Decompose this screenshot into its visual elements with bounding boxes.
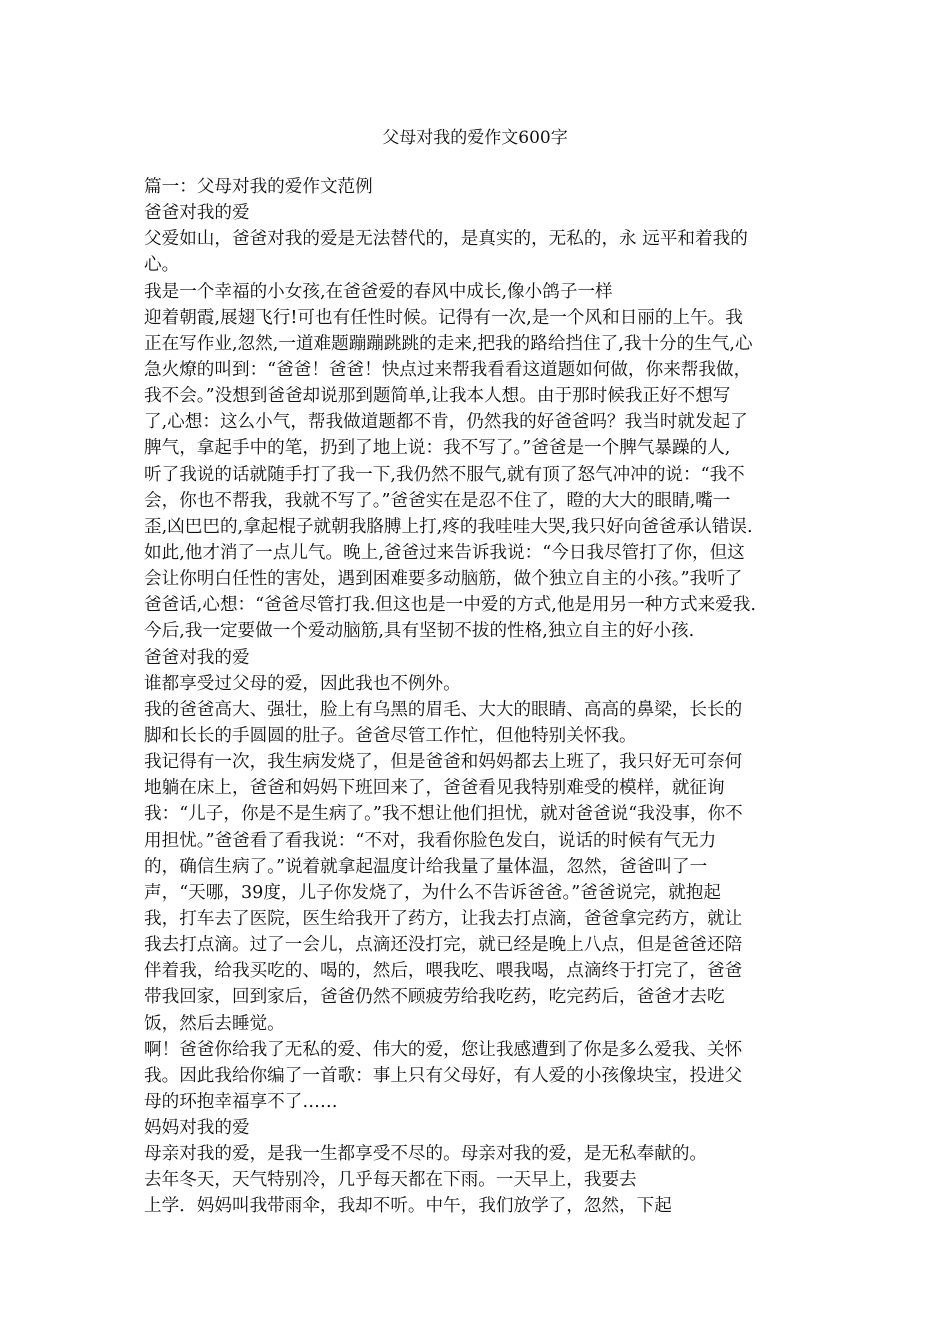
text-line: 会，你也不帮我，我就不写了。”爸爸实在是忍不住了，瞪的大大的眼睛,嘴一 <box>144 490 731 511</box>
text-line: 我：“儿子，你是不是生病了。”我不想让他们担忧，就对爸爸说“我没事，你不 <box>144 804 743 825</box>
text-line: 我记得有一次，我生病发烧了，但是爸爸和妈妈都去上班了，我只好无可奈何 <box>144 752 743 773</box>
text-line: 妈妈对我的爱 <box>144 1118 250 1139</box>
text-line: 今后,我一定要做一个爱动脑筋,具有坚韧不拔的性格,独立自主的好小孩. <box>144 621 695 642</box>
text-line: 听了我说的话就随手打了我一下,我仍然不服气,就有顶了怒气冲冲的说：“我不 <box>144 464 745 485</box>
text-line: 了,心想：这么小气，帮我做道题都不肯，仍然我的好爸爸吗？我当时就发起了 <box>144 412 748 433</box>
text-line: 地躺在床上，爸爸和妈妈下班回来了，爸爸看见我特别难受的模样，就征询 <box>144 778 725 799</box>
text-line: 我的爸爸高大、强壮，脸上有乌黑的眉毛、大大的眼睛、高高的鼻梁，长长的 <box>144 699 743 720</box>
text-line: 迎着朝霞,展翅飞行!可也有任性时候。记得有一次,是一个风和日丽的上午。我 <box>144 307 743 328</box>
text-line: 心。 <box>144 255 180 276</box>
text-line: 的，确信生病了。”说着就拿起温度计给我量了量体温，忽然，爸爸叫了一 <box>144 856 708 877</box>
text-line: 母的环抱幸福享不了…… <box>144 1091 338 1112</box>
text-line: 正在写作业,忽然,一道难题蹦蹦跳跳的走来,把我的路给挡住了,我十分的生气,心 <box>144 333 753 354</box>
text-line: 急火燎的叫到：“爸爸！爸爸！快点过来帮我看看这道题如何做，你来帮我做， <box>144 359 752 380</box>
text-line: 爸爸对我的爱 <box>144 203 250 224</box>
text-line: 会让你明白任性的害处，遇到困难要多动脑筋，做个独立自主的小孩。”我听了 <box>144 569 743 590</box>
text-line: 我不会。”没想到爸爸却说那到题简单,让我本人想。由于那时候我正好不想写 <box>144 386 731 407</box>
document-body <box>144 174 814 1220</box>
text-line: 饭，然后去睡觉。 <box>144 1013 285 1034</box>
text-line: 去年冬天，天气特别冷，几乎每天都在下雨。一天早上，我要去 <box>144 1170 637 1191</box>
text-line: 父爱如山，爸爸对我的爱是无法替代的，是真实的，无私的，永 远平和着我的 <box>144 229 748 250</box>
text-line: 声，“天哪，39度，儿子你发烧了，为什么不告诉爸爸。”爸爸说完，就抱起 <box>144 882 721 903</box>
text-line: 带我回家，回到家后，爸爸仍然不顾疲劳给我吃药，吃完药后，爸爸才去吃 <box>144 987 725 1008</box>
document-title: 父母对我的爱作文600字 <box>382 128 568 148</box>
text-line: 篇一：父母对我的爱作文范例 <box>144 177 373 197</box>
text-line: 爸爸话,心想：“爸爸尽管打我.但这也是一中爱的方式,他是用另一种方式来爱我. <box>144 595 756 616</box>
text-line: 脾气，拿起手中的笔，扔到了地上说：我不写了。”爸爸是一个脾气暴躁的人, <box>144 438 731 459</box>
text-line: 啊！爸爸你给我了无私的爱、伟大的爱，您让我感遭到了你是多么爱我、关怀 <box>144 1039 743 1060</box>
text-line: 歪,凶巴巴的,拿起棍子就朝我胳膊上打,疼的我哇哇大哭,我只好向爸爸承认错误. <box>144 516 753 537</box>
text-line: 谁都享受过父母的爱，因此我也不例外。 <box>144 673 461 694</box>
text-line: 伴着我，给我买吃的、喝的，然后，喂我吃、喂我喝，点滴终于打完了，爸爸 <box>144 961 743 982</box>
text-line: 我是一个幸福的小女孩,在爸爸爱的春风中成长,像小鸽子一样 <box>144 281 613 302</box>
text-line: 我，打车去了医院，医生给我开了药方，让我去打点滴，爸爸拿完药方，就让 <box>144 908 743 929</box>
text-line: 用担忧。”爸爸看了看我说：“不对，我看你脸色发白，说话的时候有气无力 <box>144 830 717 851</box>
text-line: 上学．妈妈叫我带雨伞，我却不听。中午，我们放学了，忽然，下起 <box>144 1196 672 1217</box>
text-line: 母亲对我的爱，是我一生都享受不尽的。母亲对我的爱，是无私奉献的。 <box>144 1144 708 1165</box>
text-line: 脚和长长的手圆圆的肚子。爸爸尽管工作忙，但他特别关怀我。 <box>144 725 637 746</box>
text-line: 如此,他才消了一点儿气。晚上,爸爸过来告诉我说：“今日我尽管打了你，但这 <box>144 542 745 563</box>
text-line: 我。因此我给你编了一首歌：事上只有父母好，有人爱的小孩像块宝，投进父 <box>144 1065 743 1086</box>
text-line: 爸爸对我的爱 <box>144 647 250 668</box>
text-line: 我去打点滴。过了一会儿，点滴还没打完，就已经是晚上八点，但是爸爸还陪 <box>144 935 743 956</box>
